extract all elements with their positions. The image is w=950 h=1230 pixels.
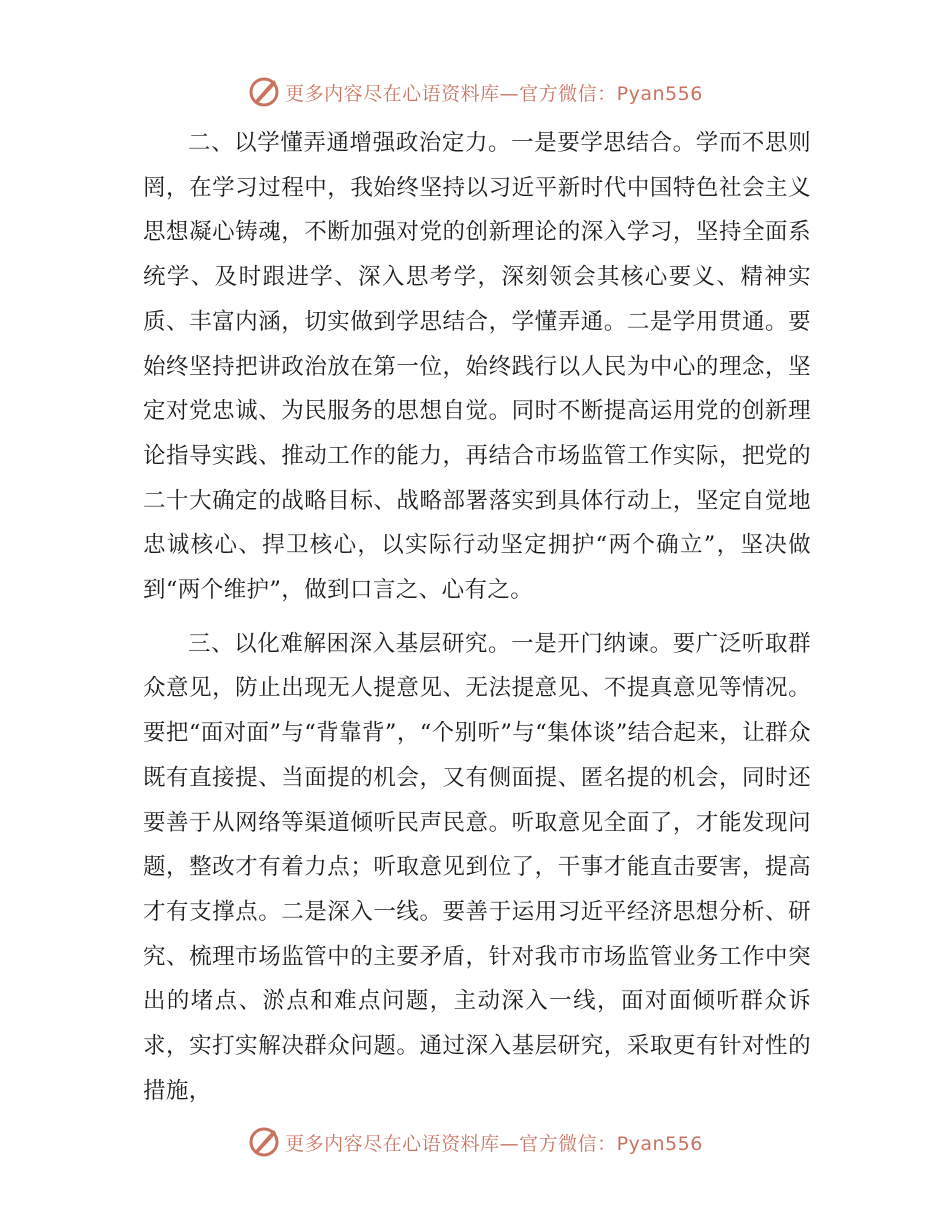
document-body <box>143 121 811 1122</box>
paragraph: 二、以学懂弄通增强政治定力。一是要学思结合。学而不思则罔，在学习过程中，我始终坚持以习近平新时代中国特色社会主义思想凝心铸魂，不断加强对党的创新理论的深入学习，坚持全面系统学、及时跟进学、深入思考学，深刻领会其核心要义、精神实质、丰富内涵，切实做到学思结合，学懂弄通。二是学用贯通。要始终坚持把讲政治放在第一位，始终践行以人民为中心的理念，坚定对党忠诚、为民服务的思想自觉。同时不断提高运用党的创新理论指导实践、推动工作的能力，再结合市场监管工作实际，把党的二十大确定的战略目标、战略部署落实到具体行动上，坚定自觉地忠诚核心、捍卫核心，以实际行动坚定拥护“两个确立”，坚决做到“两个维护”，做到口言之、心有之。 <box>143 130 811 604</box>
pen-seal-icon <box>247 1125 281 1159</box>
watermark-text: 更多内容尽在心语资料库—官方微信：Pyan556 <box>285 1132 703 1155</box>
watermark-text: 更多内容尽在心语资料库—官方微信：Pyan556 <box>285 82 703 105</box>
header-watermark <box>0 72 950 112</box>
footer-watermark <box>0 1122 950 1162</box>
pen-seal-icon <box>247 75 281 109</box>
paragraph: 三、以化难解困深入基层研究。一是开门纳谏。要广泛听取群众意见，防止出现无人提意见、无法提意见、不提真意见等情况。要把“面对面”与“背靠背”，“个别听”与“集体谈”结合起来，让群众既有直接提、当面提的机会，又有侧面提、匿名提的机会，同时还要善于从网络等渠道倾听民声民意。听取意见全面了，才能发现问题，整改才有着力点；听取意见到位了，干事才能直击要害，提高才有支撑点。二是深入一线。要善于运用习近平经济思想分析、研究、梳理市场监管中的主要矛盾，针对我市市场监管业务工作中突出的堵点、淤点和难点问题，主动深入一线，面对面倾听群众诉求，实打实解决群众问题。通过深入基层研究，采取更有针对性的措施， <box>143 630 811 1104</box>
